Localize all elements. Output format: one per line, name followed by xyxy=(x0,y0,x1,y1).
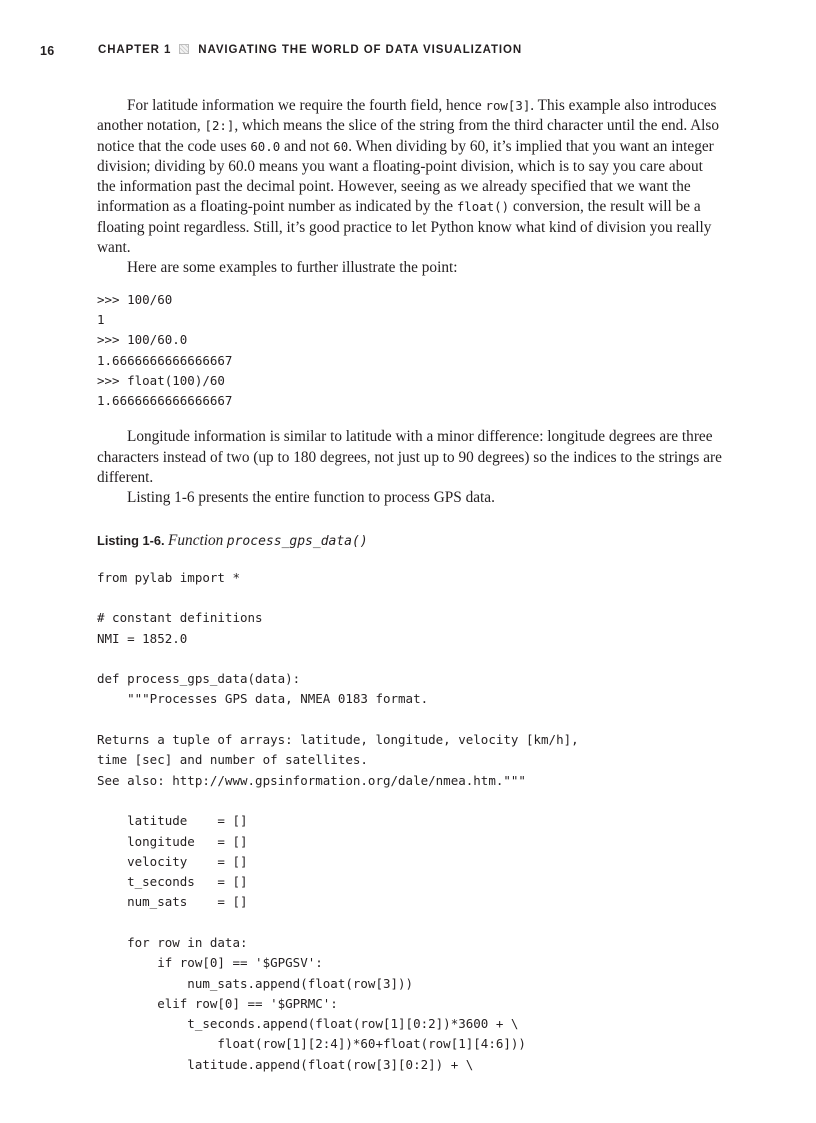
text-run: . When dividing by 60, it’s implied that you want an integer division; dividing by 60.0 means you want a floating-point division, which is to say you care about the information past the decimal point. However, seeing as we already specified that we want the information as a floating-point number as indicated by the xyxy=(97,137,714,216)
code-line: >>> 100/60.0 xyxy=(97,332,188,348)
code-line: """Processes GPS data, NMEA 0183 format. xyxy=(97,691,429,707)
paragraph-listing-intro: Listing 1-6 presents the entire function to process GPS data. xyxy=(127,489,495,507)
square-separator-icon xyxy=(179,44,189,54)
code-line: t_seconds = [] xyxy=(97,874,248,890)
inline-code: float() xyxy=(456,199,510,215)
listing-function-name: process_gps_data() xyxy=(226,533,368,549)
text-run: , which means the slice of the string from the third character until the end. Also notice that the code uses xyxy=(97,117,720,155)
running-header xyxy=(0,42,816,62)
code-line: if row[0] == '$GPGSV': xyxy=(97,955,323,971)
code-line: latitude = [] xyxy=(97,813,248,829)
paragraph-examples-intro: Here are some examples to further illustrate the point: xyxy=(127,259,458,277)
code-blank-line xyxy=(97,791,725,811)
text-run: . This example also introduces another notation, xyxy=(97,97,717,135)
paragraph-latitude xyxy=(97,96,725,258)
code-line: time [sec] and number of satellites. xyxy=(97,752,368,768)
inline-code: row[3] xyxy=(485,98,531,113)
code-blank-line xyxy=(97,649,725,669)
listing-caption-word: Function xyxy=(168,531,224,549)
listing-code-block xyxy=(97,568,725,1075)
code-blank-line xyxy=(97,710,725,730)
code-line: Returns a tuple of arrays: latitude, longitude, velocity [km/h], xyxy=(97,732,579,748)
inline-code: 60.0 xyxy=(250,138,281,154)
chapter-title: NAVIGATING THE WORLD OF DATA VISUALIZATION xyxy=(198,44,523,56)
code-line: 1 xyxy=(97,311,105,327)
code-line: 1.6666666666666667 xyxy=(97,393,233,409)
code-line: float(row[1][2:4])*60+float(row[1][4:6])) xyxy=(97,1036,526,1052)
chapter-label: CHAPTER 1 xyxy=(98,44,172,56)
code-line: >>> 100/60 xyxy=(97,291,173,307)
code-line: def process_gps_data(data): xyxy=(97,671,301,687)
chapter-running-head xyxy=(98,44,522,56)
code-line: elif row[0] == '$GPRMC': xyxy=(97,995,338,1011)
code-line: for row in data: xyxy=(97,934,248,950)
code-line: from pylab import * xyxy=(97,569,240,585)
page-content xyxy=(97,96,725,1075)
code-line: num_sats.append(float(row[3])) xyxy=(97,975,414,991)
code-line: longitude = [] xyxy=(97,833,248,849)
code-line: num_sats = [] xyxy=(97,894,248,910)
inline-code: [2:] xyxy=(204,118,235,134)
code-blank-line xyxy=(97,913,725,933)
code-line: t_seconds.append(float(row[1][0:2])*3600 + \ xyxy=(97,1016,519,1032)
paragraph-longitude: Longitude information is similar to latitude with a minor difference: longitude degrees are three characters instead of two (up to 180 degrees, not just up to 90 degrees) so the indices to the strings are different. xyxy=(97,428,722,487)
text-run: For latitude information we require the fourth field, hence xyxy=(127,97,486,114)
text-run: conversion, the result will be a floating point regardless. Still, it’s good practice to let Python know what kind of division you really want. xyxy=(97,198,712,257)
text-run: and not xyxy=(280,137,334,155)
page-number: 16 xyxy=(40,44,55,58)
inline-code: 60 xyxy=(333,138,349,154)
code-line: NMI = 1852.0 xyxy=(97,630,188,646)
example-code-block xyxy=(97,290,725,412)
code-blank-line xyxy=(97,588,725,608)
code-line: 1.6666666666666667 xyxy=(97,352,233,368)
listing-label: Listing 1-6. xyxy=(97,532,165,548)
code-line: # constant definitions xyxy=(97,610,263,626)
code-line: velocity = [] xyxy=(97,853,248,869)
code-line: >>> float(100)/60 xyxy=(97,372,225,388)
code-line: latitude.append(float(row[3][0:2]) + \ xyxy=(97,1056,474,1072)
listing-caption xyxy=(97,531,725,552)
code-line: See also: http://www.gpsinformation.org/dale/nmea.htm.""" xyxy=(97,772,526,788)
